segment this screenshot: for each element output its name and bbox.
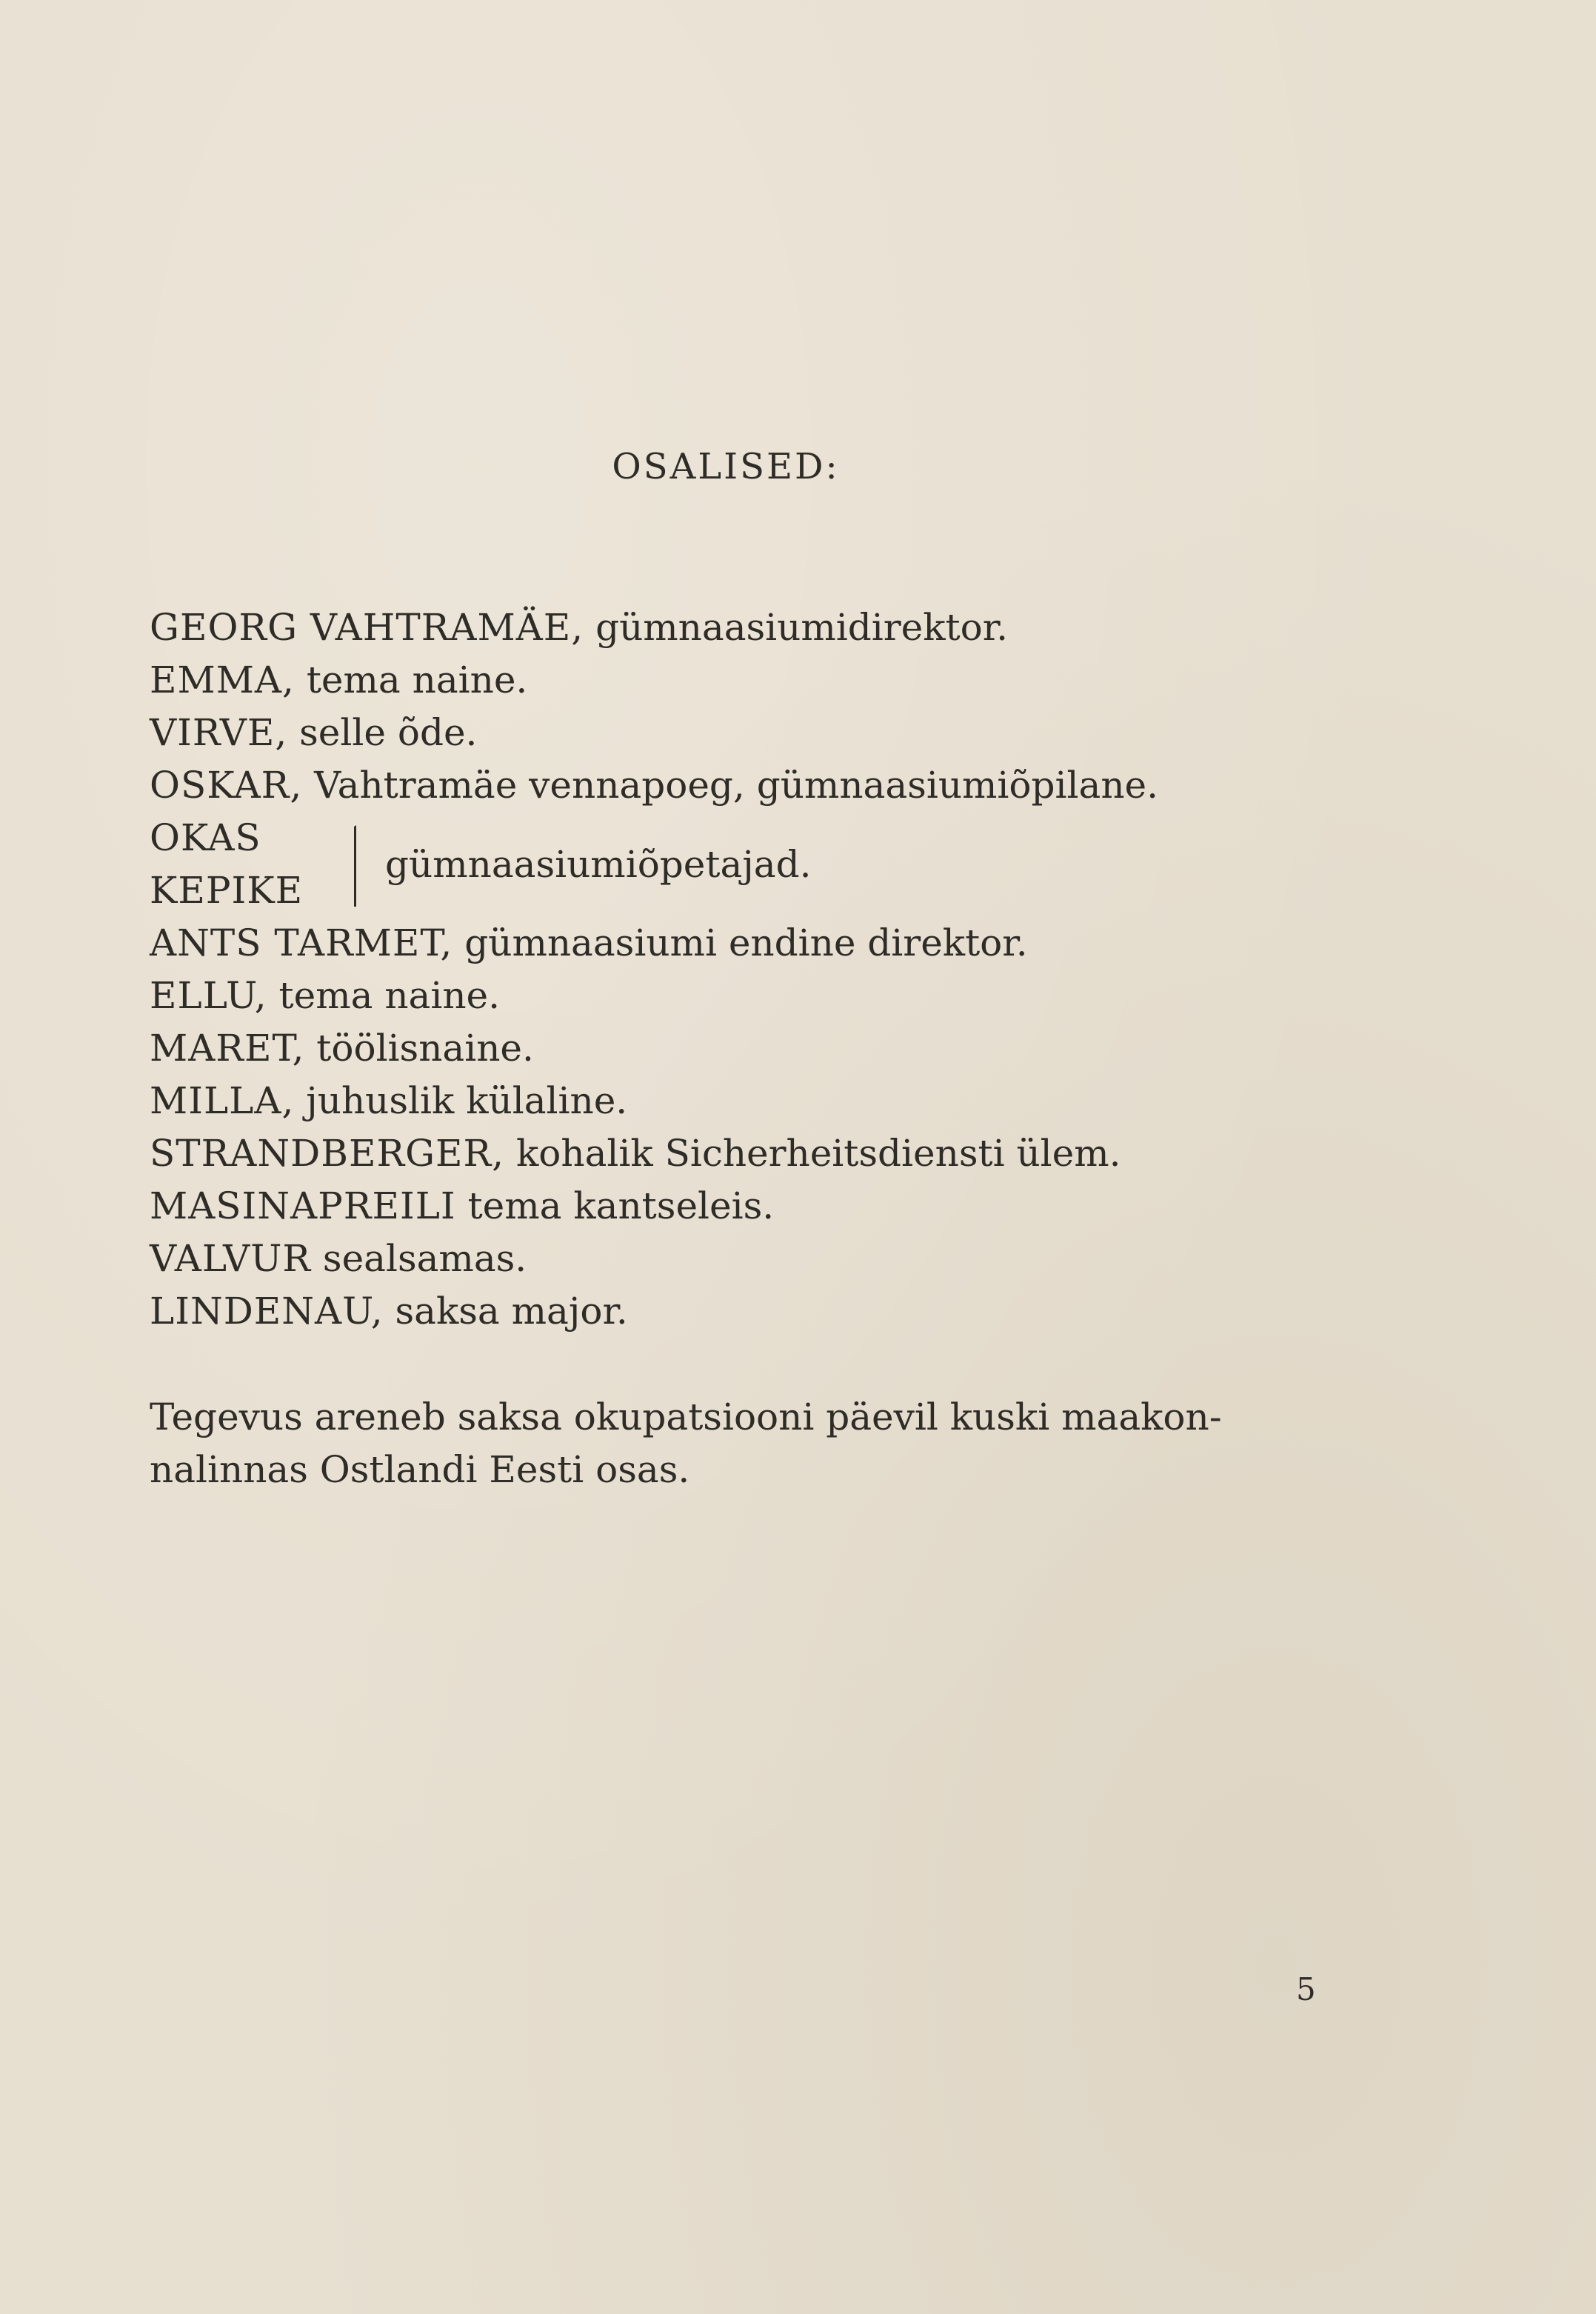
- setting-line: Tegevus areneb saksa okupatsiooni päevil kuski maakon-: [150, 1396, 1222, 1438]
- cast-entry: [150, 1127, 1409, 1180]
- character-name: OSKAR,: [150, 764, 303, 807]
- character-role: töölisnaine.: [316, 1027, 534, 1070]
- cast-entry: [150, 1285, 1409, 1338]
- character-name: MILLA,: [150, 1079, 295, 1122]
- character-role: juhuslik külaline.: [306, 1079, 628, 1122]
- group-names: [150, 812, 303, 917]
- group-role: gümnaasiumiõpetajad.: [385, 843, 812, 886]
- cast-group-teachers: [150, 812, 1409, 917]
- character-name: LINDENAU,: [150, 1290, 384, 1333]
- character-role: tema naine.: [278, 974, 501, 1017]
- character-name: EMMA,: [150, 658, 295, 701]
- character-role: tema naine.: [306, 658, 528, 701]
- character-name: VIRVE,: [150, 711, 288, 754]
- character-name: KEPIKE: [150, 869, 304, 912]
- cast-entry: [150, 970, 1409, 1022]
- character-role: selle õde.: [299, 711, 478, 754]
- cast-entry: [150, 601, 1409, 654]
- character-role: gümnaasiumi endine direktor.: [464, 921, 1028, 964]
- right-brace: [341, 825, 356, 907]
- cast-entry: [150, 1022, 1409, 1075]
- character-name: STRANDBERGER,: [150, 1132, 505, 1175]
- character-name: ELLU,: [150, 974, 267, 1017]
- character-role: kohalik Sicherheitsdiensti ülem.: [515, 1132, 1121, 1175]
- character-role: tema kantseleis.: [467, 1184, 775, 1227]
- setting-description: [150, 1391, 1335, 1496]
- cast-heading: OSALISED:: [612, 446, 840, 487]
- character-name: OKAS: [150, 816, 261, 859]
- page-number: 5: [1296, 1971, 1316, 2007]
- character-name: VALVUR: [150, 1237, 311, 1280]
- cast-entry: [150, 707, 1409, 759]
- setting-line: nalinnas Ostlandi Eesti osas.: [150, 1448, 690, 1491]
- character-name: ANTS TARMET,: [150, 921, 453, 964]
- character-role: Vahtramäe vennapoeg, gümnaasiumiõpilane.: [314, 764, 1159, 807]
- character-name: MARET,: [150, 1027, 305, 1070]
- cast-entry: [150, 917, 1409, 970]
- character-name: GEORG VAHTRAMÄE,: [150, 606, 584, 649]
- cast-entry: [150, 1233, 1409, 1285]
- cast-entry: [150, 759, 1409, 812]
- character-role: sealsamas.: [322, 1237, 527, 1280]
- character-role: saksa major.: [395, 1290, 628, 1333]
- character-role: gümnaasiumidirektor.: [595, 606, 1009, 649]
- cast-entry: [150, 654, 1409, 707]
- cast-list: [150, 601, 1409, 1338]
- cast-entry: [150, 1075, 1409, 1127]
- character-name: MASINAPREILI: [150, 1184, 456, 1227]
- cast-entry: [150, 1180, 1409, 1233]
